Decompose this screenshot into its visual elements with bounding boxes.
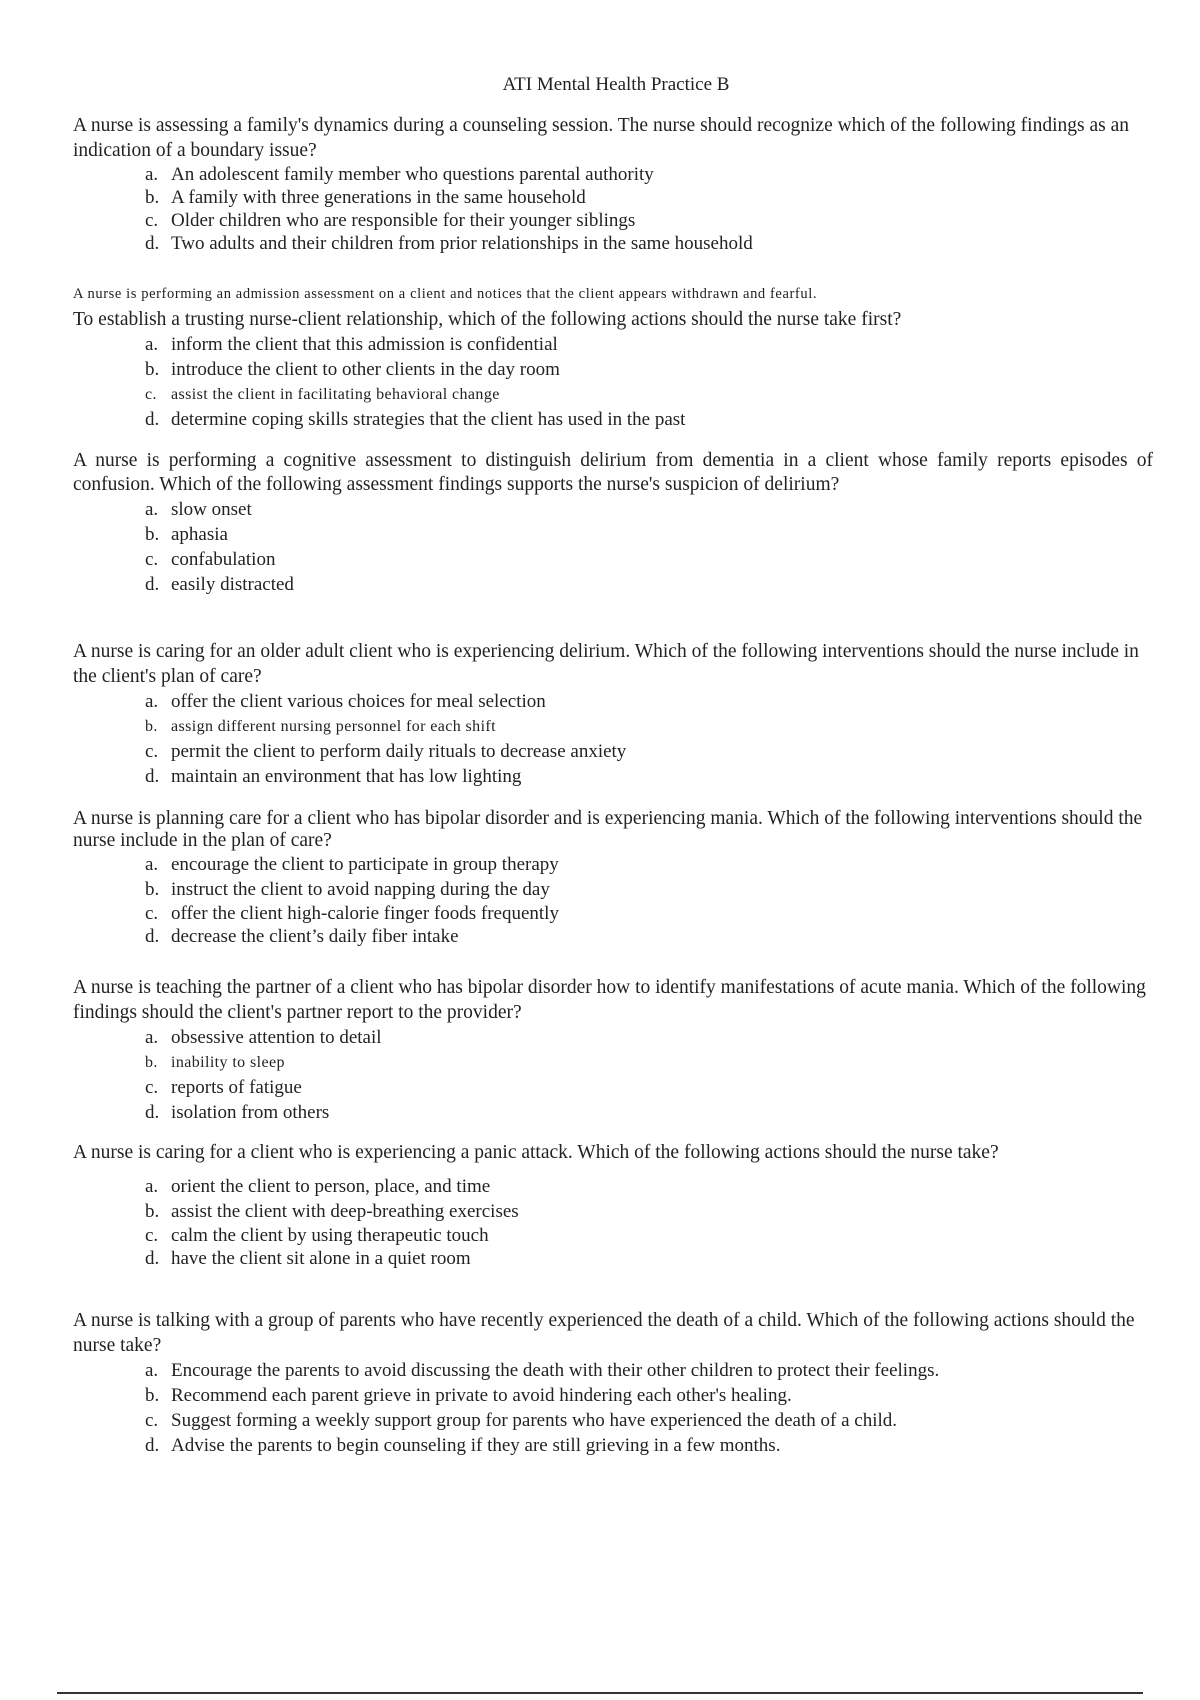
answer-option-d [145, 232, 1153, 255]
answer-options [73, 689, 1153, 789]
answer-option-d [145, 1247, 1153, 1270]
option-text: offer the client various choices for meal selection [171, 691, 546, 712]
answer-option-a [145, 1025, 1153, 1050]
answer-option-d [145, 1433, 1153, 1458]
question-8 [73, 1308, 1153, 1458]
option-text: Recommend each parent grieve in private to avoid hindering each other's healing. [171, 1385, 792, 1406]
answer-option-b [145, 1383, 1153, 1408]
answer-options [73, 332, 1153, 432]
option-text: assist the client with deep-breathing exercises [171, 1201, 519, 1222]
answer-option-a [145, 163, 1153, 186]
question-4 [73, 639, 1153, 789]
option-letter: d. [145, 409, 160, 430]
option-letter: a. [145, 691, 159, 712]
question-stem: A nurse is teaching the partner of a client who has bipolar disorder how to identify manifestations of acute mania. Which of the following findings should the client's partner report to the provider? [73, 977, 1146, 1023]
question-stem-line-1: A nurse is performing an admission assessment on a client and notices that the client appears withdrawn and fearful. [73, 286, 818, 302]
option-letter: b. [145, 1054, 158, 1071]
answer-options [73, 163, 1153, 255]
answer-option-b [145, 1199, 1153, 1224]
question-5 [73, 808, 1153, 948]
option-letter: c. [145, 1410, 159, 1431]
option-letter: c. [145, 386, 157, 403]
option-letter: a. [145, 1027, 159, 1048]
option-text: have the client sit alone in a quiet room [171, 1248, 471, 1269]
option-letter: a. [145, 334, 159, 355]
option-text: aphasia [171, 524, 228, 545]
option-letter: a. [145, 164, 159, 185]
option-text: orient the client to person, place, and time [171, 1176, 491, 1197]
option-text: introduce the client to other clients in the day room [171, 359, 560, 380]
answer-option-b [145, 522, 1153, 547]
answer-option-a [145, 1174, 1153, 1199]
answer-options [73, 1174, 1153, 1270]
option-text: inability to sleep [171, 1054, 285, 1071]
answer-option-c [145, 739, 1153, 764]
answer-option-d [145, 764, 1153, 789]
page-bottom-rule [57, 1692, 1143, 1694]
answer-options [73, 497, 1153, 597]
option-letter: d. [145, 1248, 160, 1269]
option-letter: a. [145, 1176, 159, 1197]
option-text: Older children who are responsible for their younger siblings [171, 210, 636, 231]
option-letter: d. [145, 1435, 160, 1456]
answer-option-a [145, 497, 1153, 522]
option-letter: a. [145, 1360, 159, 1381]
answer-option-c [145, 902, 1153, 925]
answer-option-a [145, 852, 1153, 877]
option-text: Suggest forming a weekly support group for parents who have experienced the death of a child. [171, 1410, 897, 1431]
answer-option-a [145, 332, 1153, 357]
answer-option-d [145, 572, 1153, 597]
option-letter: c. [145, 741, 159, 762]
option-text: assist the client in facilitating behavioral change [171, 386, 500, 403]
answer-option-d [145, 407, 1153, 432]
option-letter: d. [145, 766, 160, 787]
option-letter: b. [145, 1201, 160, 1222]
option-text: easily distracted [171, 574, 294, 595]
option-letter: b. [145, 187, 160, 208]
question-stem: A nurse is assessing a family's dynamics during a counseling session. The nurse should recognize which of the following findings as an indication of a boundary issue? [73, 115, 1129, 161]
answer-option-b [145, 1050, 1153, 1075]
option-letter: b. [145, 718, 158, 735]
answer-option-a [145, 1358, 1153, 1383]
question-7 [73, 1142, 1153, 1270]
option-letter: c. [145, 210, 159, 231]
answer-option-c [145, 547, 1153, 572]
option-letter: b. [145, 1385, 160, 1406]
option-letter: d. [145, 574, 160, 595]
question-stem: A nurse is caring for an older adult client who is experiencing delirium. Which of the following interventions should the nurse include in the client's plan of care? [73, 641, 1139, 687]
question-stem: A nurse is talking with a group of parents who have recently experienced the death of a child. Which of the following actions should the nurse take? [73, 1310, 1135, 1356]
question-stem-line-2: To establish a trusting nurse-client relationship, which of the following actions should the nurse take first? [73, 309, 902, 330]
question-stem: A nurse is caring for a client who is experiencing a panic attack. Which of the following actions should the nurse take? [73, 1142, 999, 1163]
answer-options [73, 1358, 1153, 1458]
question-1 [73, 113, 1153, 255]
answer-option-a [145, 689, 1153, 714]
option-text: instruct the client to avoid napping during the day [171, 879, 550, 900]
option-text: offer the client high-calorie finger foods frequently [171, 903, 559, 924]
answer-option-c [145, 382, 1153, 407]
option-text: decrease the client’s daily fiber intake [171, 926, 459, 947]
answer-option-c [145, 1075, 1153, 1100]
answer-options [73, 852, 1153, 948]
option-text: assign different nursing personnel for each shift [171, 718, 496, 735]
option-letter: c. [145, 1077, 159, 1098]
option-text: Two adults and their children from prior relationships in the same household [171, 233, 753, 254]
answer-option-b [145, 714, 1153, 739]
option-letter: b. [145, 879, 160, 900]
answer-option-c [145, 1408, 1153, 1433]
answer-options [73, 1025, 1153, 1125]
option-letter: a. [145, 499, 159, 520]
option-letter: d. [145, 926, 160, 947]
question-2 [73, 282, 1153, 432]
question-3 [73, 449, 1153, 597]
option-text: Advise the parents to begin counseling if they are still grieving in a few months. [171, 1435, 781, 1456]
option-letter: b. [145, 359, 160, 380]
option-text: maintain an environment that has low lighting [171, 766, 522, 787]
document-title: ATI Mental Health Practice B [502, 74, 730, 95]
answer-option-b [145, 357, 1153, 382]
question-6 [73, 975, 1153, 1125]
option-text: A family with three generations in the same household [171, 187, 586, 208]
option-text: permit the client to perform daily rituals to decrease anxiety [171, 741, 627, 762]
option-text: calm the client by using therapeutic touch [171, 1225, 489, 1246]
answer-option-b [145, 877, 1153, 902]
option-text: An adolescent family member who questions parental authority [171, 164, 654, 185]
option-text: isolation from others [171, 1102, 330, 1123]
option-text: Encourage the parents to avoid discussing the death with their other children to protect their feelings. [171, 1360, 940, 1381]
option-letter: c. [145, 903, 159, 924]
answer-option-c [145, 1224, 1153, 1247]
option-text: slow onset [171, 499, 252, 520]
option-letter: a. [145, 854, 159, 875]
answer-option-d [145, 925, 1153, 948]
option-text: confabulation [171, 549, 276, 570]
option-letter: d. [145, 1102, 160, 1123]
answer-option-d [145, 1100, 1153, 1125]
question-stem: A nurse is performing a cognitive assessment to distinguish delirium from dementia in a client whose family reports episodes of confusion. Which of the following assessment findings supports the nurse's suspicion of delirium? [73, 450, 1153, 495]
option-text: obsessive attention to detail [171, 1027, 382, 1048]
answer-option-b [145, 186, 1153, 209]
option-text: encourage the client to participate in group therapy [171, 854, 559, 875]
option-text: reports of fatigue [171, 1077, 302, 1098]
answer-option-c [145, 209, 1153, 232]
question-stem: A nurse is planning care for a client who has bipolar disorder and is experiencing mania. Which of the following interventions should the nurse include in the plan of care? [73, 808, 1143, 851]
option-letter: c. [145, 1225, 159, 1246]
option-letter: d. [145, 233, 160, 254]
option-text: inform the client that this admission is confidential [171, 334, 558, 355]
option-text: determine coping skills strategies that the client has used in the past [171, 409, 686, 430]
option-letter: b. [145, 524, 160, 545]
option-letter: c. [145, 549, 159, 570]
